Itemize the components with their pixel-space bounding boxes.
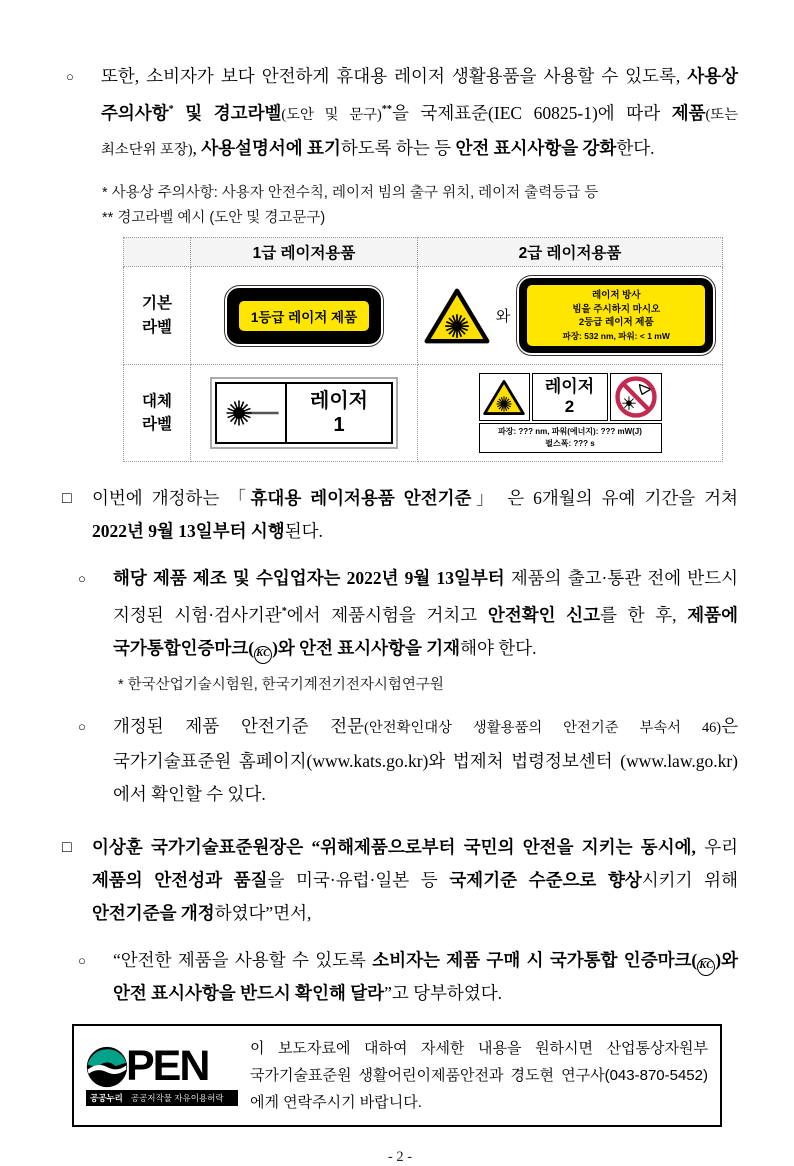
row-label-line: 대체 — [142, 393, 172, 411]
kogl-logo-bar — [86, 1090, 238, 1106]
row-label-basic — [124, 266, 191, 365]
paragraph-text: 이번에 개정하는 「휴대용 레이저용품 안전기준」 은 6개월의 유예 기간을 거쳐 2022년 9월 13일부터 시행된다. — [92, 488, 738, 542]
paragraph-enforcement-date — [62, 482, 738, 548]
row-label-line: 라벨 — [142, 318, 172, 336]
label-line: 2 — [564, 397, 575, 417]
joiner-text: 와 — [495, 309, 511, 326]
laser-label-table — [123, 237, 723, 463]
paragraph-text: 해당 제품 제조 및 수입업자는 2022년 9월 13일부터 제품의 출고·통관 전에 반드시 지정된 시험·검사기관*에서 제품시험을 거치고 안전확인 신고를 한 후, 제품에 국가통합인증마크( KC )와 안전 표시사항을 기재해야 한다. — [113, 568, 738, 658]
row-label-line: 라벨 — [142, 416, 172, 434]
label-line: 레이저 방사 — [591, 289, 641, 301]
paragraph-director-quote — [62, 831, 738, 930]
table-header-row — [124, 237, 723, 266]
row-label-line: 기본 — [142, 295, 172, 313]
header-class2: 2급 레이저용품 — [418, 237, 723, 266]
paragraph-consumer-advice — [78, 944, 738, 1010]
footnote-line: ** 경고라벨 예시 (도안 및 경고문구) — [102, 209, 326, 226]
class1-basic-label-text: 1등급 레이저 제품 — [239, 301, 369, 331]
label-line: 파장: 532 nm, 파워: < 1 mW — [562, 331, 670, 342]
table-row-alternative — [124, 365, 723, 462]
class1-basic-cell — [191, 266, 418, 365]
square-bullet: □ — [62, 839, 72, 857]
paragraph-manufacturer-duty — [78, 562, 738, 665]
circle-bullet: ○ — [78, 953, 86, 969]
laser-warning-triangle-icon — [483, 379, 525, 416]
circle-bullet: ○ — [66, 69, 74, 84]
class1-alt-cell — [191, 365, 418, 462]
paragraph-text: 또한, 소비자가 보다 안전하게 휴대용 레이저 생활용품을 사용할 수 있도록, 사용상 주의사항* 및 경고라벨(도안 및 문구)**을 국제표준(IEC 60825-1)에 따라 제품(또는 최소단위 포장), 사용설명서에 표기하도록 하는 등 안전 표시사항을 강화한다. — [101, 66, 738, 158]
class2-basic-cell — [418, 266, 723, 365]
contact-text: 이 보도자료에 대하여 자세한 내용을 원하시면 산업통상자원부 국가기술표준원 생활어린이제품안전과 경도현 연구사(043-870-5452)에게 연락주시기 바랍니다. — [250, 1040, 708, 1112]
footnote-line: * 사용상 주의사항: 사용자 안전수칙, 레이저 빔의 출구 위치, 레이저 출력등급 등 — [102, 184, 599, 201]
paragraph-text: “안전한 제품을 사용할 수 있도록 소비자는 제품 구매 시 국가통합 인증마크( KC )와 안전 표시사항을 반드시 확인해 달라”고 당부하였다. — [113, 950, 738, 1004]
square-bullet: □ — [62, 490, 72, 508]
label-line: 레이저 — [544, 377, 595, 397]
laser-beam-icon — [221, 388, 281, 438]
kogl-bar-left: 공공누리 — [90, 1093, 123, 1104]
page-number: - 2 - — [387, 1149, 413, 1166]
open-logo-text: PEN — [126, 1042, 209, 1091]
label-line: 2등급 레이저 제품 — [578, 317, 654, 329]
label-line: 1 — [333, 414, 345, 437]
header-empty-cell — [124, 237, 191, 266]
class1-basic-label — [224, 285, 384, 347]
label-line: 빔을 주시하지 마시오 — [572, 303, 661, 315]
laser-warning-triangle-icon — [424, 287, 490, 345]
kogl-open-logo — [86, 1042, 238, 1106]
class2-alt-cell — [418, 365, 723, 462]
spec-line: 파장: ??? nm, 파워(에너지): ??? mW(J) — [498, 427, 642, 437]
contact-info-box — [72, 1024, 722, 1127]
document-content — [62, 60, 738, 1166]
footnote-block — [118, 673, 738, 698]
paragraph-text: 이상훈 국가기술표준원장은 “위해제품으로부터 국민의 안전을 지키는 동시에, 우리 제품의 안전성과 품질을 미국·유럽·일본 등 국제기준 수준으로 향상시키기 위해 안전기준을 개정하였다”면서, — [92, 837, 738, 924]
class1-alt-label — [210, 377, 398, 449]
spec-line: 펄스폭: ??? s — [545, 439, 595, 449]
open-o-icon — [86, 1046, 128, 1088]
footnote-block — [102, 181, 738, 231]
label-line: 레이저 — [310, 390, 368, 413]
footnote-line: * 한국산업기술시험원, 한국기계전기전자시험연구원 — [118, 677, 444, 694]
paragraph-safety-labeling — [66, 60, 738, 167]
row-label-alt — [124, 365, 191, 462]
paragraph-standard-fulltext — [78, 710, 738, 811]
paragraph-text: 개정된 제품 안전기준 전문(안전확인대상 생활용품의 안전기준 부속서 46)은 국가기술표준원 홈페이지(www.kats.go.kr)와 법제처 법령정보센터 (www.law.go.kr)에서 확인할 수 있다. — [113, 716, 738, 805]
circle-bullet: ○ — [78, 571, 86, 587]
class2-basic-label — [516, 275, 716, 357]
no-stare-prohibition-icon — [614, 375, 658, 419]
class2-alt-label — [479, 373, 662, 453]
table-row-basic — [124, 266, 723, 365]
header-class1: 1급 레이저용품 — [191, 237, 418, 266]
circle-bullet: ○ — [78, 719, 86, 735]
kogl-bar-right: 공공저작물 자유이용허락 — [130, 1093, 224, 1104]
